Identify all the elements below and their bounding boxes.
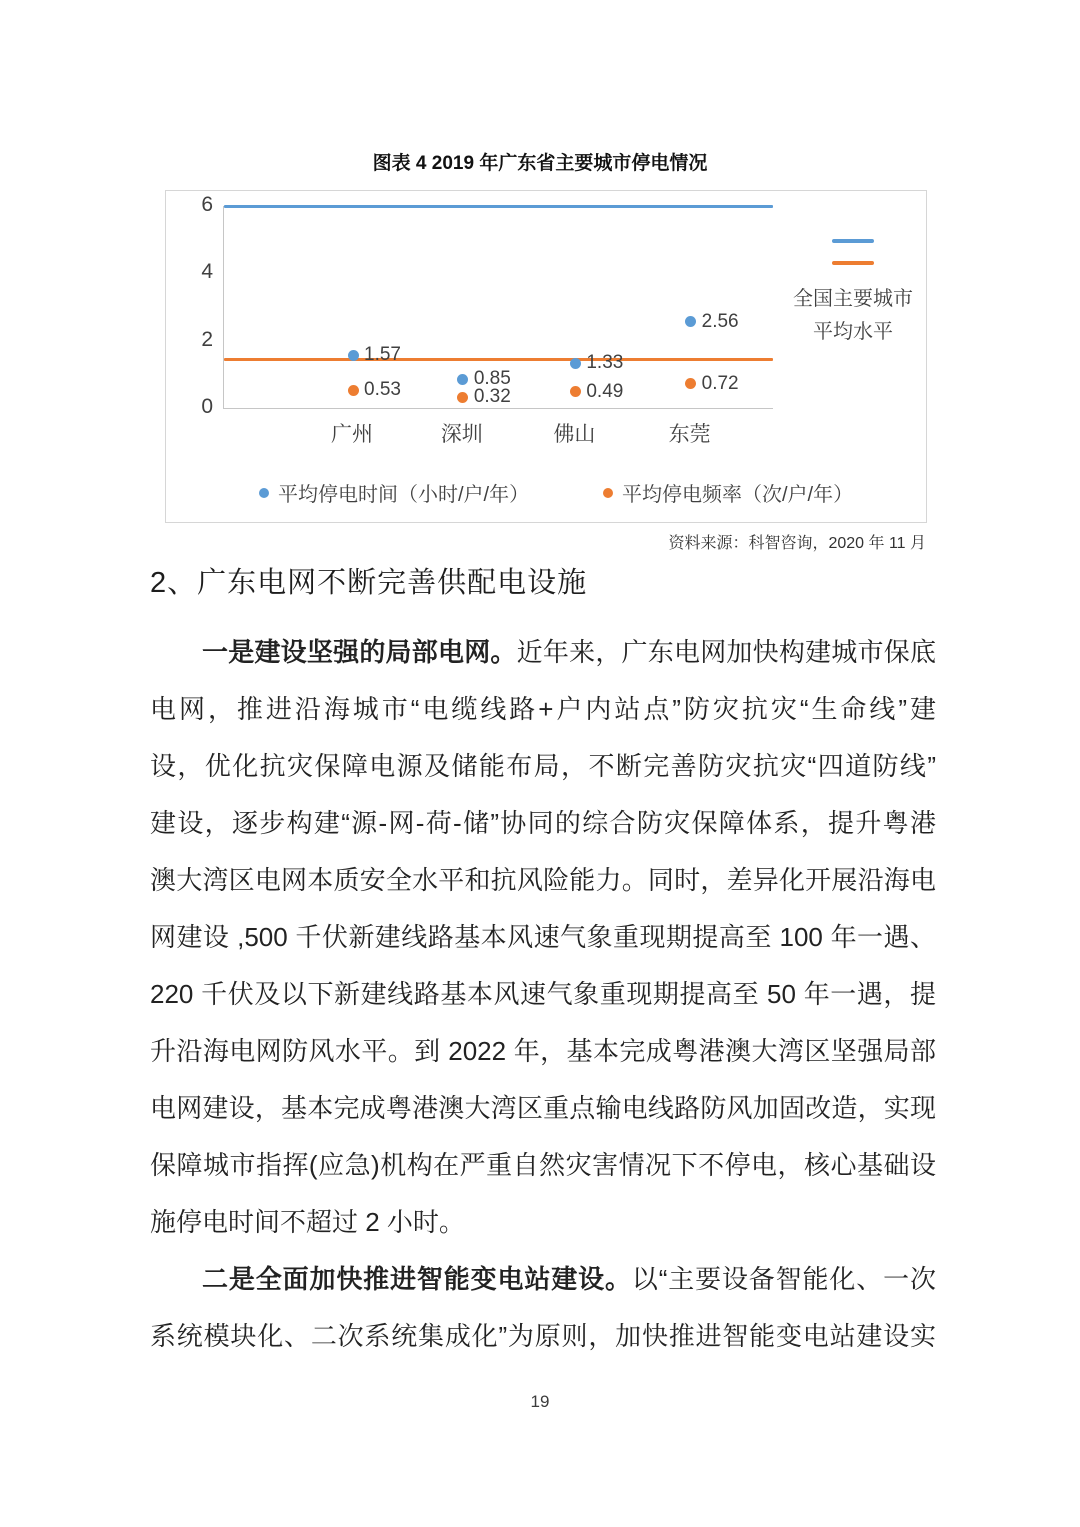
data-point	[457, 374, 468, 385]
body-text-segment: 保障城市指挥(应急)机构在严重自然灾害情况下不停电，核心基础设	[150, 1150, 936, 1180]
y-tick-label: 6	[201, 193, 213, 216]
text-line	[150, 1308, 936, 1365]
text-line	[150, 966, 936, 1023]
text-line	[150, 624, 936, 681]
y-tick-label: 4	[201, 260, 213, 284]
data-point	[685, 378, 696, 389]
legend-item-avg-time	[259, 478, 529, 507]
text-line	[150, 1023, 936, 1080]
blue-dot-icon	[259, 488, 269, 498]
text-line	[150, 1251, 936, 1308]
body-text	[150, 624, 936, 1365]
data-point	[570, 358, 581, 369]
body-text-segment: 澳大湾区电网本质安全水平和抗风险能力。同时，差异化开展沿海电	[150, 865, 936, 895]
data-point	[348, 350, 359, 361]
orange-dot-icon	[603, 488, 613, 498]
text-line	[150, 909, 936, 966]
text-line	[150, 852, 936, 909]
body-text-segment: 建设，逐步构建“源-网-荷-储”协同的综合防灾保障体系，提升粤港	[150, 808, 936, 838]
data-point-label: 0.32	[473, 386, 511, 408]
legend-item-avg-freq	[603, 478, 853, 507]
legend-label-avg-freq: 平均停电频率（次/户/年）	[622, 484, 854, 506]
x-category-label: 东莞	[668, 423, 711, 446]
data-point-label: 0.72	[701, 372, 739, 394]
data-point	[570, 386, 581, 397]
body-text-segment: 电网建设，基本完成粤港澳大湾区重点输电线路防风加固改造，实现	[150, 1093, 936, 1123]
text-line	[150, 1137, 936, 1194]
text-line	[150, 1080, 936, 1137]
section-heading: 2、广东电网不断完善供配电设施	[150, 567, 588, 599]
text-line	[150, 681, 936, 738]
y-tick-label: 2	[201, 327, 213, 351]
data-point	[685, 316, 696, 327]
plot-area	[223, 206, 773, 409]
chart-title: 图表 4 2019 年广东省主要城市停电情况	[372, 153, 708, 174]
reference-line-legend	[778, 239, 928, 349]
data-point	[457, 392, 468, 403]
body-text-segment: 升沿海电网防风水平。到 2022 年，基本完成粤港澳大湾区坚强局部	[150, 1036, 936, 1066]
body-text-segment: 电网，推进沿海城市“电缆线路+户内站点”防灾抗灾“生命线”建	[150, 694, 936, 724]
body-text-segment: 网建设 ,500 千伏新建线路基本风速气象重现期提高至 100 年一遇、	[150, 922, 936, 952]
body-text-segment: 以“主要设备智能化、一次	[631, 1264, 936, 1294]
data-point-label: 2.56	[701, 310, 739, 332]
reference-line	[224, 205, 773, 208]
bold-lead-text: 一是建设坚强的局部电网。	[202, 637, 517, 667]
body-text-segment: 220 千伏及以下新建线路基本风速气象重现期提高至 50 年一遇，提	[150, 979, 936, 1009]
body-text-segment: 近年来，广东电网加快构建城市保底	[516, 637, 936, 667]
text-line	[150, 738, 936, 795]
body-text-segment: 设，优化抗灾保障电源及储能布局，不断完善防灾抗灾“四道防线”	[150, 751, 936, 781]
x-category-label: 广州	[331, 423, 373, 446]
avg-time-line-swatch-icon	[832, 239, 874, 243]
text-line	[150, 795, 936, 852]
x-category-label: 深圳	[440, 423, 483, 446]
page-number: 19	[530, 1392, 550, 1411]
outage-chart	[165, 190, 927, 523]
bold-lead-text: 二是全面加快推进智能变电站建设。	[202, 1264, 632, 1294]
y-tick-label: 0	[201, 395, 213, 418]
legend-label-avg-time: 平均停电时间（小时/户/年）	[278, 484, 530, 506]
text-line	[150, 1194, 936, 1251]
x-category-label: 佛山	[553, 423, 596, 446]
data-point-label: 1.57	[364, 344, 401, 366]
data-point-label: 1.33	[586, 352, 624, 374]
data-point-label: 0.53	[364, 379, 401, 401]
body-text-segment: 系统模块化、二次系统集成化”为原则，加快推进智能变电站建设实	[150, 1321, 936, 1351]
data-point-label: 0.49	[586, 380, 624, 402]
reference-legend-label-line1: 全国主要城市	[793, 288, 913, 310]
data-point	[348, 385, 359, 396]
body-text-segment: 施停电时间不超过 2 小时。	[150, 1207, 465, 1237]
reference-line	[224, 358, 773, 361]
source-note: 资料来源：科智咨询，2020 年 11 月	[668, 535, 926, 552]
data-point-label: 0.85	[473, 368, 511, 390]
avg-freq-line-swatch-icon	[832, 261, 874, 265]
reference-legend-label-line2: 平均水平	[813, 321, 893, 343]
